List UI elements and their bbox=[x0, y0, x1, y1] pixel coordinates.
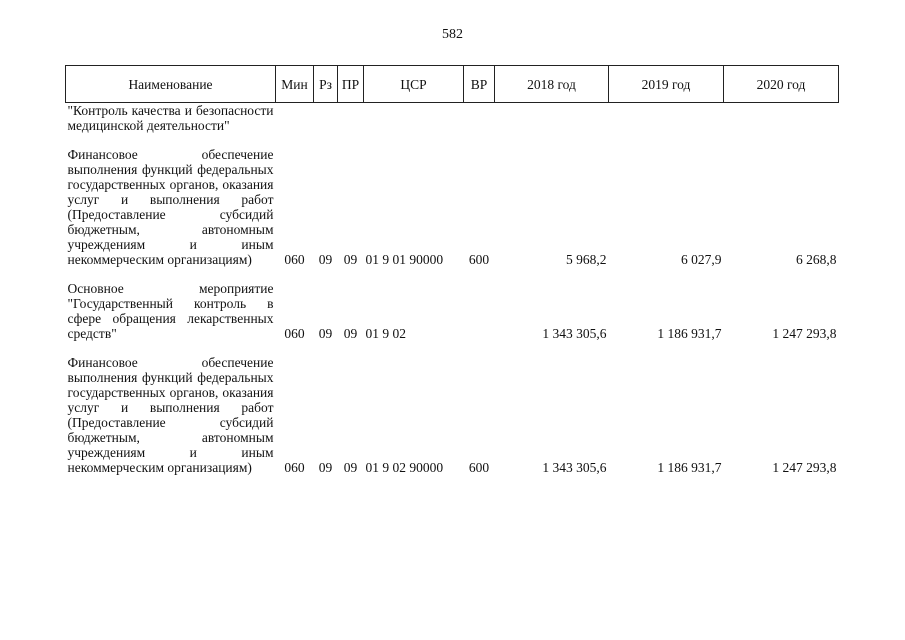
table-row bbox=[66, 281, 839, 341]
row-2020: 1 247 293,8 bbox=[772, 326, 837, 341]
row-rz bbox=[314, 103, 338, 134]
row-name: "Контроль качества и безопасности медицинской деятельности" bbox=[67, 103, 274, 133]
table-header-row bbox=[66, 66, 839, 103]
row-vr bbox=[464, 281, 495, 341]
row-name: Финансовое обеспечение выполнения функций федеральных государственных органов, оказания услуг и выполнения работ (Предоставление субсидий бюджетным, автономным учреждениям и иным некоммерческим организациям) bbox=[67, 355, 274, 475]
header-vr: ВР bbox=[464, 66, 495, 103]
row-pr bbox=[338, 103, 364, 134]
row-gap bbox=[66, 267, 839, 281]
row-gap bbox=[66, 341, 839, 355]
row-rz: 09 bbox=[318, 252, 333, 267]
row-csr: 01 9 01 90000 bbox=[365, 252, 444, 267]
table-row bbox=[66, 103, 839, 134]
row-2018: 1 343 305,6 bbox=[542, 460, 607, 475]
row-min: 060 bbox=[284, 326, 305, 341]
header-min: Мин bbox=[276, 66, 314, 103]
header-rz: Рз bbox=[314, 66, 338, 103]
row-csr bbox=[364, 103, 464, 134]
row-rz: 09 bbox=[318, 326, 333, 341]
row-2019 bbox=[609, 103, 724, 134]
row-2018: 1 343 305,6 bbox=[542, 326, 607, 341]
row-pr: 09 bbox=[343, 460, 358, 475]
row-min: 060 bbox=[284, 460, 305, 475]
row-name: Основное мероприятие "Государственный контроль в сфере обращения лекарственных средств" bbox=[67, 281, 274, 341]
row-2019: 1 186 931,7 bbox=[657, 460, 722, 475]
row-csr: 01 9 02 90000 bbox=[365, 460, 444, 475]
row-vr: 600 bbox=[468, 252, 490, 267]
row-min bbox=[276, 103, 314, 134]
row-name: Финансовое обеспечение выполнения функций федеральных государственных органов, оказания услуг и выполнения работ (Предоставление субсидий бюджетным, автономным учреждениям и иным некоммерческим организациям) bbox=[67, 147, 274, 267]
row-2020: 1 247 293,8 bbox=[772, 460, 837, 475]
table-row bbox=[66, 147, 839, 267]
header-csr: ЦСР bbox=[364, 66, 464, 103]
row-2019: 1 186 931,7 bbox=[657, 326, 722, 341]
header-pr: ПР bbox=[338, 66, 364, 103]
row-2019: 6 027,9 bbox=[681, 252, 722, 267]
row-vr bbox=[464, 103, 495, 134]
header-name: Наименование bbox=[66, 66, 276, 103]
row-2018: 5 968,2 bbox=[566, 252, 607, 267]
row-csr: 01 9 02 bbox=[365, 326, 406, 341]
row-2018 bbox=[495, 103, 609, 134]
row-vr: 600 bbox=[468, 460, 490, 475]
header-2020: 2020 год bbox=[724, 66, 839, 103]
header-2018: 2018 год bbox=[495, 66, 609, 103]
table-row bbox=[66, 355, 839, 475]
budget-table bbox=[65, 65, 839, 475]
row-2020 bbox=[724, 103, 839, 134]
header-2019: 2019 год bbox=[609, 66, 724, 103]
row-min: 060 bbox=[284, 252, 305, 267]
row-pr: 09 bbox=[343, 252, 358, 267]
row-gap bbox=[66, 133, 839, 147]
row-2020: 6 268,8 bbox=[796, 252, 837, 267]
row-rz: 09 bbox=[318, 460, 333, 475]
row-pr: 09 bbox=[343, 326, 358, 341]
page-number: 582 bbox=[442, 27, 463, 42]
